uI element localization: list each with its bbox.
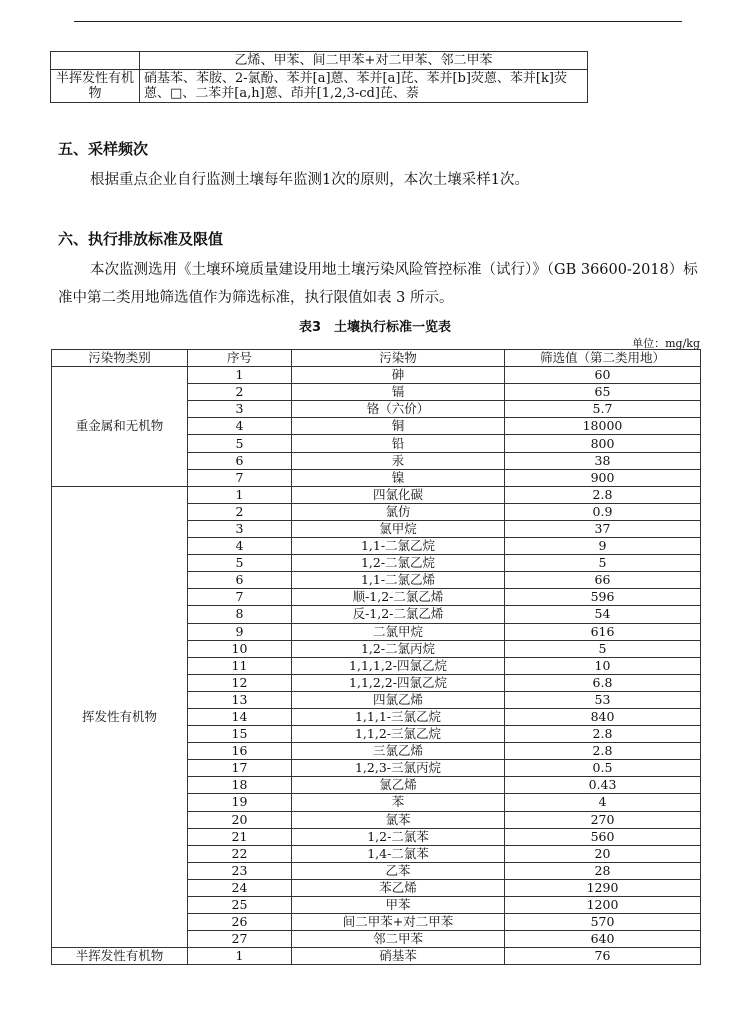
screening-value-cell: 0.43 <box>505 777 701 794</box>
serial-cell: 27 <box>188 931 292 948</box>
pollutant-cell: 铬（六价） <box>292 401 505 418</box>
screening-value-cell: 840 <box>505 708 701 725</box>
category-cell: 半挥发性有机物 <box>51 70 140 103</box>
serial-cell: 24 <box>188 879 292 896</box>
section-heading-standards: 六、执行排放标准及限值 <box>58 230 224 248</box>
pollutant-cell: 苯乙烯 <box>292 879 505 896</box>
header-rule <box>74 21 682 22</box>
pollutant-cell: 铜 <box>292 418 505 435</box>
pollutant-cell: 1,1-二氯乙烷 <box>292 538 505 555</box>
serial-cell: 18 <box>188 777 292 794</box>
table-caption: 表3 土壤执行标准一览表 <box>298 320 452 335</box>
pollutant-cell: 苯 <box>292 794 505 811</box>
screening-value-cell: 2.8 <box>505 486 701 503</box>
column-header: 污染物类别 <box>52 350 188 367</box>
serial-cell: 13 <box>188 691 292 708</box>
serial-cell: 1 <box>188 486 292 503</box>
column-header: 筛选值（第二类用地） <box>505 350 701 367</box>
pollutant-cell: 1,1,2-三氯乙烷 <box>292 726 505 743</box>
screening-value-cell: 800 <box>505 435 701 452</box>
table-row <box>52 948 701 965</box>
serial-cell: 25 <box>188 897 292 914</box>
screening-value-cell: 18000 <box>505 418 701 435</box>
pollutant-cell: 四氯乙烯 <box>292 691 505 708</box>
screening-value-cell: 0.9 <box>505 503 701 520</box>
serial-cell: 26 <box>188 914 292 931</box>
serial-cell: 22 <box>188 845 292 862</box>
category-cell: 重金属和无机物 <box>52 367 188 487</box>
screening-value-cell: 5 <box>505 640 701 657</box>
serial-cell: 4 <box>188 538 292 555</box>
table-row <box>51 70 588 103</box>
screening-value-cell: 270 <box>505 811 701 828</box>
screening-value-cell: 0.5 <box>505 760 701 777</box>
serial-cell: 6 <box>188 572 292 589</box>
screening-value-cell: 6.8 <box>505 674 701 691</box>
serial-cell: 19 <box>188 794 292 811</box>
screening-value-cell: 2.8 <box>505 726 701 743</box>
pollutant-cell: 1,2-二氯苯 <box>292 828 505 845</box>
pollutant-list-cell: 硝基苯、苯胺、2-氯酚、苯并[a]蒽、苯并[a]芘、苯并[b]荧蒽、苯并[k]荧蒽、□、二苯并[a,h]蒽、茚并[1,2,3-cd]芘、萘 <box>140 70 588 103</box>
screening-value-cell: 4 <box>505 794 701 811</box>
pollutant-cell: 镉 <box>292 384 505 401</box>
serial-cell: 8 <box>188 606 292 623</box>
pollutant-cell: 三氯乙烯 <box>292 743 505 760</box>
screening-value-cell: 54 <box>505 606 701 623</box>
section-heading-sampling-frequency: 五、采样频次 <box>58 140 149 158</box>
pollutant-cell: 二氯甲烷 <box>292 623 505 640</box>
serial-cell: 23 <box>188 862 292 879</box>
serial-cell: 11 <box>188 657 292 674</box>
pollutant-cell: 氯乙烯 <box>292 777 505 794</box>
pollutant-cell: 氯苯 <box>292 811 505 828</box>
pollutant-cell: 间二甲苯+对二甲苯 <box>292 914 505 931</box>
pollutant-cell: 1,2,3-三氯丙烷 <box>292 760 505 777</box>
pollutant-cell: 1,1,1-三氯乙烷 <box>292 708 505 725</box>
standards-paragraph <box>58 256 698 312</box>
serial-cell: 3 <box>188 401 292 418</box>
screening-value-cell: 53 <box>505 691 701 708</box>
paragraph-text: 根据重点企业自行监测土壤每年监测1次的原则，本次土壤采样1次。 <box>90 172 529 188</box>
screening-value-cell: 5 <box>505 555 701 572</box>
screening-value-cell: 5.7 <box>505 401 701 418</box>
category-cell: 半挥发性有机物 <box>52 948 188 965</box>
serial-cell: 4 <box>188 418 292 435</box>
screening-value-cell: 37 <box>505 520 701 537</box>
pollutant-cell: 甲苯 <box>292 897 505 914</box>
serial-cell: 1 <box>188 948 292 965</box>
screening-value-cell: 1290 <box>505 879 701 896</box>
screening-value-cell: 76 <box>505 948 701 965</box>
pollutant-cell: 1,1-二氯乙烯 <box>292 572 505 589</box>
serial-cell: 2 <box>188 384 292 401</box>
pollutant-cell: 1,2-二氯乙烷 <box>292 555 505 572</box>
screening-value-cell: 65 <box>505 384 701 401</box>
pollutant-cell: 四氯化碳 <box>292 486 505 503</box>
pollutant-cell: 氯仿 <box>292 503 505 520</box>
table-unit: 单位：mg/kg <box>632 337 700 350</box>
screening-value-cell: 1200 <box>505 897 701 914</box>
pollutant-cell: 氯甲烷 <box>292 520 505 537</box>
serial-cell: 16 <box>188 743 292 760</box>
screening-value-cell: 60 <box>505 367 701 384</box>
screening-value-cell: 900 <box>505 469 701 486</box>
serial-cell: 7 <box>188 589 292 606</box>
continued-pollutant-table <box>50 51 588 103</box>
sampling-frequency-paragraph <box>58 166 698 194</box>
serial-cell: 12 <box>188 674 292 691</box>
serial-cell: 21 <box>188 828 292 845</box>
paragraph-text: 本次监测选用《土壤环境质量建设用地土壤污染风险管控标准（试行）》（GB 36600-2018）标准中第二类用地筛选值作为筛选标准，执行限值如表 3 所示。 <box>58 262 698 306</box>
serial-cell: 5 <box>188 435 292 452</box>
pollutant-cell: 砷 <box>292 367 505 384</box>
screening-value-cell: 2.8 <box>505 743 701 760</box>
screening-value-cell: 20 <box>505 845 701 862</box>
screening-value-cell: 38 <box>505 452 701 469</box>
screening-value-cell: 10 <box>505 657 701 674</box>
screening-value-cell: 28 <box>505 862 701 879</box>
serial-cell: 10 <box>188 640 292 657</box>
pollutant-cell: 硝基苯 <box>292 948 505 965</box>
serial-cell: 3 <box>188 520 292 537</box>
screening-value-cell: 596 <box>505 589 701 606</box>
category-cell <box>51 52 140 70</box>
pollutant-cell: 1,1,2,2-四氯乙烷 <box>292 674 505 691</box>
serial-cell: 6 <box>188 452 292 469</box>
serial-cell: 14 <box>188 708 292 725</box>
pollutant-cell: 铅 <box>292 435 505 452</box>
column-header: 污染物 <box>292 350 505 367</box>
screening-value-cell: 560 <box>505 828 701 845</box>
pollutant-cell: 乙苯 <box>292 862 505 879</box>
pollutant-cell: 1,4-二氯苯 <box>292 845 505 862</box>
screening-value-cell: 9 <box>505 538 701 555</box>
serial-cell: 7 <box>188 469 292 486</box>
screening-value-cell: 640 <box>505 931 701 948</box>
pollutant-cell: 1,2-二氯丙烷 <box>292 640 505 657</box>
pollutant-cell: 镍 <box>292 469 505 486</box>
screening-value-cell: 570 <box>505 914 701 931</box>
serial-cell: 15 <box>188 726 292 743</box>
pollutant-cell: 顺-1,2-二氯乙烯 <box>292 589 505 606</box>
column-header: 序号 <box>188 350 292 367</box>
pollutant-cell: 反-1,2-二氯乙烯 <box>292 606 505 623</box>
serial-cell: 20 <box>188 811 292 828</box>
serial-cell: 1 <box>188 367 292 384</box>
screening-value-cell: 616 <box>505 623 701 640</box>
serial-cell: 5 <box>188 555 292 572</box>
pollutant-cell: 汞 <box>292 452 505 469</box>
table-header-row <box>52 350 701 367</box>
table-row <box>51 52 588 70</box>
soil-standard-table <box>51 349 701 965</box>
pollutant-cell: 1,1,1,2-四氯乙烷 <box>292 657 505 674</box>
serial-cell: 9 <box>188 623 292 640</box>
pollutant-list-cell: 乙烯、甲苯、间二甲苯+对二甲苯、邻二甲苯 <box>140 52 588 70</box>
serial-cell: 17 <box>188 760 292 777</box>
serial-cell: 2 <box>188 503 292 520</box>
screening-value-cell: 66 <box>505 572 701 589</box>
table-row <box>52 367 701 384</box>
category-cell: 挥发性有机物 <box>52 486 188 948</box>
pollutant-cell: 邻二甲苯 <box>292 931 505 948</box>
table-row <box>52 486 701 503</box>
